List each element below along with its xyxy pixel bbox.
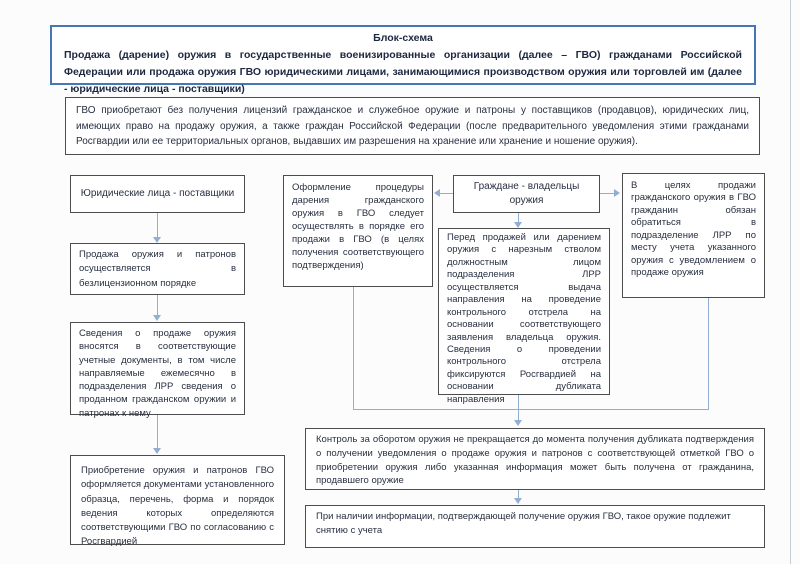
connector-gift-down [353,287,354,409]
connector-sale-to-records [157,295,158,316]
connector-owners-to-gift [440,193,453,194]
box-notify-lrr: В целях продажи гражданского оружия в ГВО гражданин обязан обратиться в подразделение ЛРР по месту учета указанного оружия с уведомлением о продаже оружия [622,173,765,298]
box-legal-suppliers: Юридические лица - поставщики [70,175,245,213]
arrow-down-icon [514,498,522,504]
connector-owners-to-notify [600,193,615,194]
box-circulation-control: Контроль за оборотом оружия не прекращается до момента получения дубликата подтверждения о получении уведомления о продаже оружия и патронов с соответствующей отметкой ГВО о приобретении оружия либо указанная информация может быть получена от гражданина, продавшего оружие [305,428,765,490]
box-sale-records: Сведения о продаже оружия вносятся в соответствующие учетные документы, в том числе направляемые ежемесячно в подразделения ЛРР сведения о проданном гражданском оружии и патронах к нему [70,322,245,415]
arrow-down-icon [153,237,161,243]
arrow-down-icon [153,315,161,321]
box-citizen-owners: Граждане - владельцы оружия [453,175,600,213]
connector-suppliers-to-sale [157,213,158,238]
arrow-down-icon [153,448,161,454]
title-heading: Блок-схема [373,32,433,44]
box-deregistration: При наличии информации, подтверждающей получение оружия ГВО, такое оружие подлежит снятию с учета [305,505,765,548]
connector-notify-down [708,298,709,409]
intro-box: ГВО приобретают без получения лицензий гражданское и служебное оружие и патроны у поставщиков (продавцов), юридических лиц, имеющих право на продажу оружия, а также граждан Российской Федерации (после предварительного уведомления этими гражданами Росгвардии или ее территориальных органов, выдавших им разрешения на хранение или хранение и ношение оружия). [65,97,760,155]
arrow-down-icon [514,420,522,426]
connector-junction-line [353,409,709,410]
connector-shooting-to-control [518,395,519,421]
title-text: Продажа (дарение) оружия в государственные военизированные организации (далее – ГВО) гражданами Российской Федерации или продажа оружия ГВО юридическими лицами, занимающимися производством оружия или торговлей им (далее - юридические лица - поставщики) [64,49,742,95]
arrow-left-icon [434,189,440,197]
box-control-shooting: Перед продажей или дарением оружия с нарезным стволом должностным лицом подразделения ЛРР осуществляется выдача направления на проведение контрольного отстрела на основании соответствующего заявления владельца оружия. Сведения о проведении контрольного отстрела фиксируются Росгвардией на основании дубликата направления [438,228,610,395]
title-box [50,25,756,95]
arrow-right-icon [614,189,620,197]
box-gift-procedure: Оформление процедуры дарения гражданского оружия в ГВО следует осуществлять в порядке его продажи в ГВО (в целях получения соответствующего подтверждения) [283,175,433,287]
box-license-free-sale: Продажа оружия и патронов осуществляется в безлицензионном порядке [70,243,245,295]
box-acquisition-documents: Приобретение оружия и патронов ГВО оформляется документами установленного образца, перечень, форма и порядок ведения которых определяются соответствующими ГВО по согласованию с Росгвардией [70,455,285,545]
arrow-down-icon [514,222,522,228]
page-edge-line [790,0,791,564]
connector-records-to-acquisition [157,415,158,449]
